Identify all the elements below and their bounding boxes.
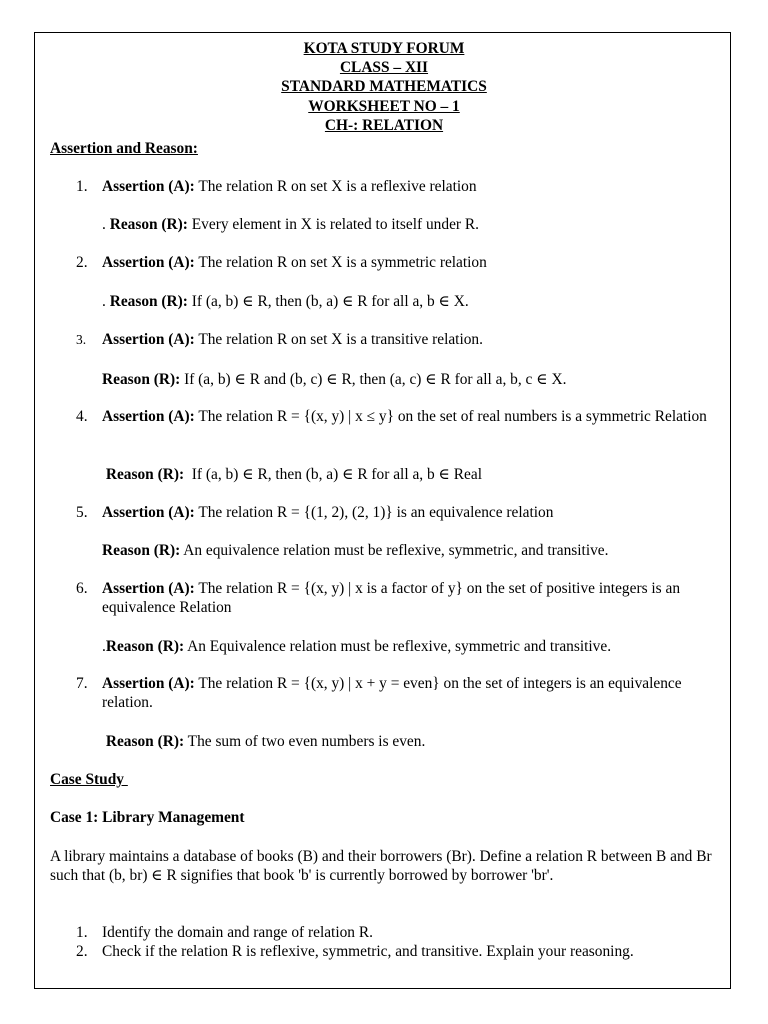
- item-number: 4.: [76, 408, 88, 425]
- header-line-worksheet: WORKSHEET NO – 1: [308, 97, 460, 115]
- reason-statement: An equivalence relation must be reflexive, symmetric, and transitive.: [180, 542, 609, 559]
- reason-statement: If (a, b) ∈ R, then (b, a) ∈ R for all a, b ∈ Real: [184, 466, 482, 483]
- case-1-description: A library maintains a database of books (B) and their borrowers (Br). Define a relation R between B and Br such that (b, br) ∈ R signifies that book 'b' is currently borrowed by borrower 'br'.: [50, 848, 712, 884]
- assertion-statement: The relation R on set X is a transitive relation.: [194, 331, 483, 348]
- question-number: 1.: [76, 924, 88, 941]
- reason-label: Reason (R):: [105, 466, 185, 483]
- assertion-label: Assertion (A):: [102, 254, 195, 271]
- worksheet-header: [0, 39, 768, 135]
- assertion-text: [102, 407, 722, 426]
- reason-statement: The sum of two even numbers is even.: [184, 733, 426, 750]
- header-line-class: CLASS – XII: [339, 59, 429, 77]
- assertion-label: Assertion (A):: [102, 408, 195, 425]
- item-number: 6.: [76, 580, 88, 597]
- assertion-label: Assertion (A):: [102, 675, 195, 692]
- assertion-statement: The relation R on set X is a reflexive relation: [194, 178, 477, 195]
- reason-prefix: .: [102, 638, 106, 655]
- reason-text: [102, 292, 722, 311]
- assertion-statement: The relation R = {(x, y) | x is a factor of y} on the set of positive integers is an equivalence Relation: [102, 580, 681, 616]
- item-number: 2.: [76, 254, 88, 271]
- header-line-subject: STANDARD MATHEMATICS: [281, 78, 487, 96]
- reason-statement: An Equivalence relation must be reflexive, symmetric and transitive.: [184, 638, 612, 655]
- assertion-text: [102, 674, 722, 712]
- item-number: 1.: [76, 178, 88, 195]
- assertion-statement: The relation R on set X is a symmetric relation: [194, 254, 487, 271]
- question-text: Identify the domain and range of relation R.: [102, 924, 373, 941]
- assertion-section-title: Assertion and Reason:: [50, 140, 198, 157]
- reason-text: [102, 732, 722, 751]
- reason-prefix: .: [102, 216, 110, 233]
- item-number: 5.: [76, 504, 88, 521]
- assertion-text: [102, 177, 722, 196]
- header-line-institute: KOTA STUDY FORUM: [303, 40, 465, 57]
- case-study-title: Case Study: [50, 771, 128, 788]
- reason-label: Reason (R):: [102, 542, 181, 559]
- header-line-chapter: CH-: RELATION: [324, 116, 444, 134]
- reason-label: Reason (R):: [109, 216, 188, 233]
- assertion-statement: The relation R = {(1, 2), (2, 1)} is an equivalence relation: [194, 504, 554, 521]
- assertion-label: Assertion (A):: [102, 580, 195, 597]
- reason-label: Reason (R):: [109, 293, 188, 310]
- reason-text: [102, 465, 722, 484]
- question-text: Check if the relation R is reflexive, symmetric, and transitive. Explain your reasoning.: [102, 943, 634, 960]
- item-number: 3.: [76, 332, 87, 347]
- reason-statement: If (a, b) ∈ R, then (b, a) ∈ R for all a, b ∈ X.: [187, 293, 469, 310]
- item-number: 7.: [76, 675, 88, 692]
- reason-prefix: .: [102, 293, 110, 310]
- assertion-text: [102, 330, 722, 349]
- reason-text: [102, 370, 722, 389]
- assertion-text: [102, 503, 722, 522]
- assertion-label: Assertion (A):: [102, 504, 195, 521]
- reason-label: Reason (R):: [105, 733, 185, 750]
- reason-text: [102, 541, 722, 560]
- assertion-label: Assertion (A):: [102, 331, 195, 348]
- reason-label: Reason (R):: [102, 371, 181, 388]
- reason-label: Reason (R):: [105, 638, 185, 655]
- assertion-statement: The relation R = {(x, y) | x ≤ y} on the set of real numbers is a symmetric Relation: [194, 408, 707, 425]
- reason-text: [102, 215, 722, 234]
- case-1-title: Case 1: Library Management: [50, 809, 245, 826]
- reason-text: [102, 637, 722, 656]
- reason-statement: Every element in X is related to itself under R.: [187, 216, 479, 233]
- assertion-text: [102, 253, 722, 272]
- question-number: 2.: [76, 943, 88, 960]
- assertion-label: Assertion (A):: [102, 178, 195, 195]
- assertion-text: [102, 579, 722, 617]
- assertion-statement: The relation R = {(x, y) | x + y = even} on the set of integers is an equivalence relation.: [102, 675, 682, 711]
- reason-statement: If (a, b) ∈ R and (b, c) ∈ R, then (a, c) ∈ R for all a, b, c ∈ X.: [180, 371, 567, 388]
